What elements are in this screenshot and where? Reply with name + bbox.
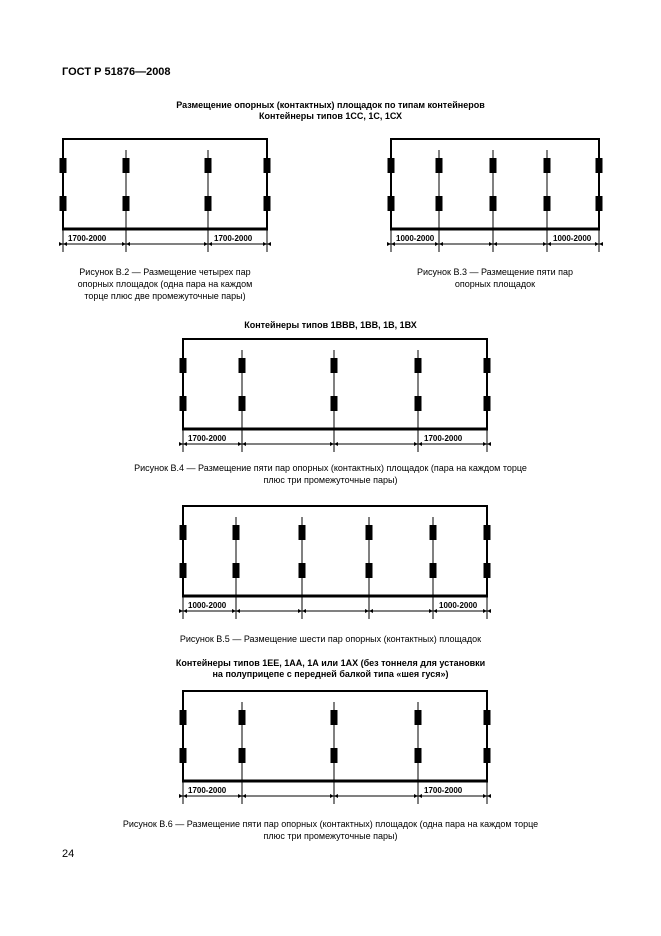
dimension-arrow — [487, 794, 491, 798]
support-pad-upper — [544, 158, 551, 173]
dimension-arrow — [179, 794, 183, 798]
dimension-label-right: 1700-2000 — [424, 786, 463, 795]
dimension-arrow — [204, 242, 208, 246]
support-pad-lower — [484, 748, 491, 763]
support-pad-upper — [233, 525, 240, 540]
support-pad-upper — [180, 525, 187, 540]
container-diagram — [178, 338, 492, 456]
figure-b2-caption — [62, 266, 268, 302]
support-pad-lower — [430, 563, 437, 578]
dimension-label-right: 1000-2000 — [553, 234, 592, 243]
dimension-arrow — [183, 794, 187, 798]
support-pad-upper — [596, 158, 603, 173]
dimension-arrow — [387, 242, 391, 246]
support-pad-lower — [233, 563, 240, 578]
support-pad-lower — [484, 396, 491, 411]
dimension-arrow — [263, 242, 267, 246]
dimension-arrow — [543, 242, 547, 246]
section-title-line: на полуприцепе с передней балкой типа «шея гуся») — [212, 669, 449, 679]
support-pad-lower — [264, 196, 271, 211]
dimension-arrow — [439, 242, 443, 246]
page-number: 24 — [62, 848, 75, 860]
dimension-arrow — [487, 609, 491, 613]
support-pad-upper — [484, 525, 491, 540]
container-diagram — [178, 505, 492, 623]
section-title-line2: Контейнеры типов 1СС, 1С, 1СХ — [258, 111, 403, 121]
support-pad-upper — [388, 158, 395, 173]
container-diagram — [58, 138, 272, 256]
dimension-arrow — [493, 242, 497, 246]
caption-line: опорных площадок — [454, 279, 536, 289]
caption-line: торце плюс две промежуточные пары) — [84, 291, 246, 301]
dimension-label-left: 1700-2000 — [68, 234, 107, 243]
dimension-arrow — [414, 442, 418, 446]
support-pad-lower — [415, 748, 422, 763]
support-pad-lower — [180, 748, 187, 763]
caption-line: Рисунок В.3 — Размещение пяти пар — [417, 267, 573, 277]
container-diagram — [386, 138, 604, 256]
dimension-arrow — [414, 794, 418, 798]
support-pad-upper — [415, 710, 422, 725]
dimension-arrow — [63, 242, 67, 246]
dimension-arrow — [433, 609, 437, 613]
caption-line: Рисунок В.6 — Размещение пяти пар опорных (контактных) площадок (одна пара на каждом торце — [122, 819, 539, 829]
dimension-arrow — [483, 794, 487, 798]
figure-b5-drawing — [178, 505, 492, 623]
support-pad-upper — [264, 158, 271, 173]
dimension-arrow — [238, 442, 242, 446]
section-title-line: Контейнеры типов 1ЕЕ, 1АА, 1А или 1АХ (без тоннеля для установки — [175, 658, 486, 668]
dimension-arrow — [547, 242, 551, 246]
dimension-arrow — [179, 442, 183, 446]
dimension-arrow — [595, 242, 599, 246]
dimension-label-left: 1000-2000 — [188, 601, 227, 610]
support-pad-lower — [180, 563, 187, 578]
figure-b5-caption — [60, 633, 601, 645]
dimension-arrow — [418, 442, 422, 446]
caption-line: Рисунок В.2 — Размещение четырех пар — [79, 267, 251, 277]
dimension-arrow — [59, 242, 63, 246]
dimension-arrow — [599, 242, 603, 246]
support-pad-upper — [366, 525, 373, 540]
support-pad-lower — [239, 396, 246, 411]
support-pad-upper — [299, 525, 306, 540]
dimension-arrow — [126, 242, 130, 246]
dimension-arrow — [242, 794, 246, 798]
support-pad-lower — [484, 563, 491, 578]
support-pad-upper — [484, 710, 491, 725]
support-pad-upper — [239, 710, 246, 725]
support-pad-lower — [331, 396, 338, 411]
document-header: ГОСТ Р 51876—2008 — [62, 66, 171, 78]
dimension-arrow — [302, 609, 306, 613]
caption-line: плюс три промежуточные пары) — [263, 475, 398, 485]
support-pad-upper — [331, 710, 338, 725]
section-title-main — [0, 100, 661, 122]
dimension-arrow — [236, 609, 240, 613]
section-title-group2: Контейнеры типов 1ВВВ, 1ВВ, 1В, 1ВХ — [244, 320, 417, 330]
support-pad-upper — [484, 358, 491, 373]
figure-b3-drawing — [386, 138, 604, 256]
dimension-arrow — [418, 794, 422, 798]
dimension-arrow — [369, 609, 373, 613]
dimension-arrow — [365, 609, 369, 613]
dimension-arrow — [298, 609, 302, 613]
support-pad-lower — [388, 196, 395, 211]
dimension-arrow — [267, 242, 271, 246]
support-pad-lower — [366, 563, 373, 578]
support-pad-upper — [436, 158, 443, 173]
dimension-arrow — [334, 442, 338, 446]
support-pad-upper — [430, 525, 437, 540]
figure-b6-drawing — [178, 690, 492, 808]
support-pad-upper — [180, 358, 187, 373]
dimension-arrow — [483, 609, 487, 613]
caption-line: опорных площадок (одна пара на каждом — [77, 279, 253, 289]
support-pad-upper — [239, 358, 246, 373]
support-pad-lower — [490, 196, 497, 211]
caption-line: плюс три промежуточные пары) — [263, 831, 398, 841]
figure-b6-caption — [60, 818, 601, 842]
caption-line: Рисунок В.4 — Размещение пяти пар опорных (контактных) площадок (пара на каждом торце — [134, 463, 527, 473]
dimension-arrow — [391, 242, 395, 246]
dimension-arrow — [183, 609, 187, 613]
container-diagram — [178, 690, 492, 808]
support-pad-upper — [60, 158, 67, 173]
section-title-group3 — [0, 658, 661, 680]
dimension-label-left: 1700-2000 — [188, 786, 227, 795]
dimension-arrow — [330, 794, 334, 798]
dimension-label-left: 1700-2000 — [188, 434, 227, 443]
dimension-arrow — [483, 442, 487, 446]
dimension-arrow — [208, 242, 212, 246]
dimension-arrow — [334, 794, 338, 798]
dimension-label-right: 1000-2000 — [439, 601, 478, 610]
support-pad-upper — [180, 710, 187, 725]
dimension-arrow — [429, 609, 433, 613]
dimension-arrow — [122, 242, 126, 246]
support-pad-lower — [60, 196, 67, 211]
dimension-arrow — [487, 442, 491, 446]
support-pad-lower — [123, 196, 130, 211]
dimension-arrow — [242, 442, 246, 446]
dimension-arrow — [435, 242, 439, 246]
support-pad-lower — [331, 748, 338, 763]
dimension-label-right: 1700-2000 — [424, 434, 463, 443]
support-pad-lower — [205, 196, 212, 211]
support-pad-lower — [436, 196, 443, 211]
support-pad-upper — [205, 158, 212, 173]
figure-b3-caption — [390, 266, 600, 290]
figure-b4-drawing — [178, 338, 492, 456]
support-pad-upper — [415, 358, 422, 373]
dimension-label-right: 1700-2000 — [214, 234, 253, 243]
support-pad-lower — [180, 396, 187, 411]
figure-b4-caption — [60, 462, 601, 486]
support-pad-upper — [331, 358, 338, 373]
dimension-arrow — [489, 242, 493, 246]
figure-b2-drawing — [58, 138, 272, 256]
support-pad-lower — [239, 748, 246, 763]
caption-line: Рисунок В.5 — Размещение шести пар опорных (контактных) площадок — [179, 634, 482, 644]
section-title-line1: Размещение опорных (контактных) площадок по типам контейнеров — [176, 100, 485, 110]
support-pad-upper — [123, 158, 130, 173]
support-pad-lower — [415, 396, 422, 411]
support-pad-lower — [299, 563, 306, 578]
dimension-arrow — [238, 794, 242, 798]
dimension-arrow — [232, 609, 236, 613]
support-pad-upper — [490, 158, 497, 173]
support-pad-lower — [596, 196, 603, 211]
dimension-arrow — [179, 609, 183, 613]
dimension-label-left: 1000-2000 — [396, 234, 435, 243]
dimension-arrow — [183, 442, 187, 446]
support-pad-lower — [544, 196, 551, 211]
dimension-arrow — [330, 442, 334, 446]
